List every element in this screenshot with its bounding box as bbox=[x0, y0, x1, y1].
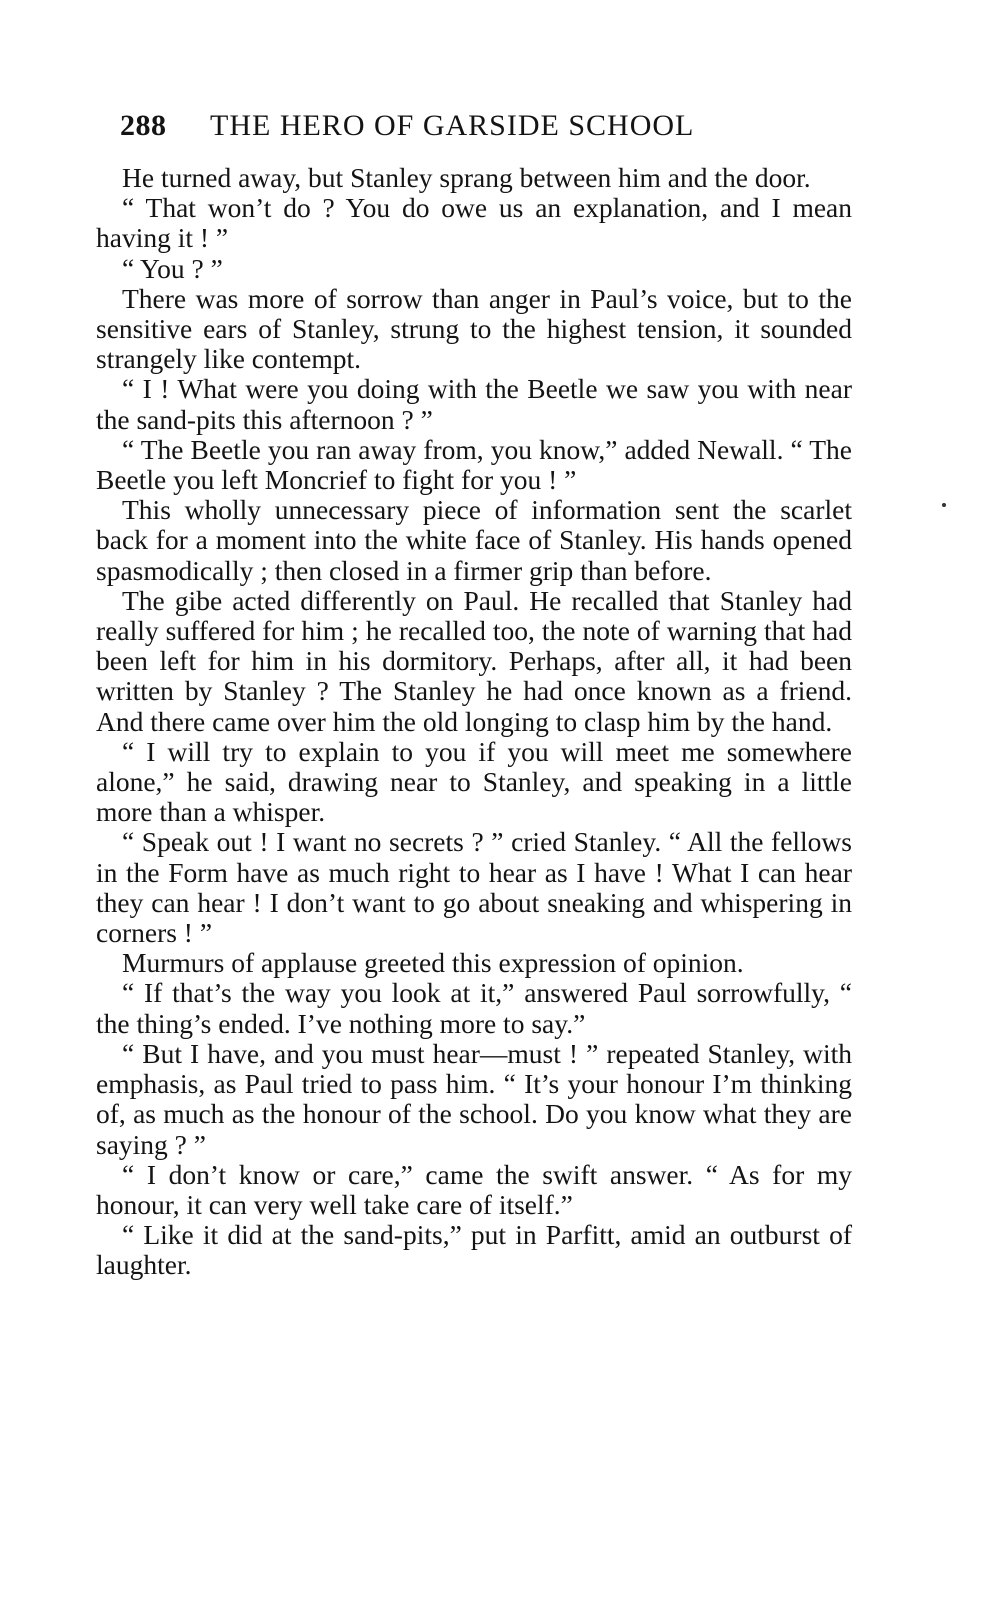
paragraph: The gibe acted differently on Paul. He recalled that Stanley had really suffered for him ; he recalled too, the note of warning that had been left for him in his dormitory. Perhaps, after all, it had been written by Stanley ? The Stanley he had once known as a friend. And there came over him the old longing to clasp him by the hand. bbox=[96, 584, 852, 737]
paragraph: “ Speak out ! I want no secrets ? ” cried Stanley. “ All the fellows in the Form have as much right to hear as I have ! What I can hear they can hear ! I don’t want to go about sneaking and whispering in corners ! ” bbox=[96, 826, 852, 949]
print-speck bbox=[942, 503, 946, 507]
paragraph: “ The Beetle you ran away from, you know,” added Newall. “ The Beetle you left Moncrief to fight for you ! ” bbox=[96, 433, 852, 496]
paragraph: “ If that’s the way you look at it,” answered Paul sorrowfully, “ the thing’s ended. I’ve nothing more to say.” bbox=[96, 977, 852, 1039]
paragraph: Murmurs of applause greeted this expression of opinion. bbox=[122, 947, 744, 979]
paragraph: “ You ? ” bbox=[122, 252, 223, 284]
body-text bbox=[96, 163, 852, 1281]
running-head bbox=[120, 106, 880, 146]
paragraph: “ I don’t know or care,” came the swift answer. “ As for my honour, it can very well take care of itself.” bbox=[96, 1158, 852, 1220]
paragraph: “ That won’t do ? You do owe us an explanation, and I mean having it ! ” bbox=[96, 192, 852, 254]
paragraph: There was more of sorrow than anger in Paul’s voice, but to the sensitive ears of Stanley, strung to the highest tension, it sounded strangely like contempt. bbox=[96, 282, 852, 375]
paragraph: “ But I have, and you must hear—must ! ” repeated Stanley, with emphasis, as Paul tried to pass him. “ It’s your honour I’m thinking of, as much as the honour of the school. Do you know what they are saying ? ” bbox=[96, 1037, 852, 1160]
paragraph: “ I ! What were you doing with the Beetle we saw you with near the sand-pits this afternoon ? ” bbox=[96, 373, 852, 435]
paragraph: He turned away, but Stanley sprang between him and the door. bbox=[122, 162, 811, 193]
paragraph: This wholly unnecessary piece of information sent the scarlet back for a moment into the white face of Stanley. His hands opened spasmodically ; then closed in a firmer grip than before. bbox=[96, 494, 852, 586]
paragraph: “ Like it did at the sand-pits,” put in Parfitt, amid an outburst of laughter. bbox=[96, 1219, 852, 1281]
paragraph: “ I will try to explain to you if you will meet me somewhere alone,” he said, drawing near to Stanley, and speaking in a little more than a whisper. bbox=[96, 735, 852, 828]
running-title: THE HERO OF GARSIDE SCHOOL bbox=[210, 109, 695, 142]
page-number: 288 bbox=[120, 109, 167, 142]
